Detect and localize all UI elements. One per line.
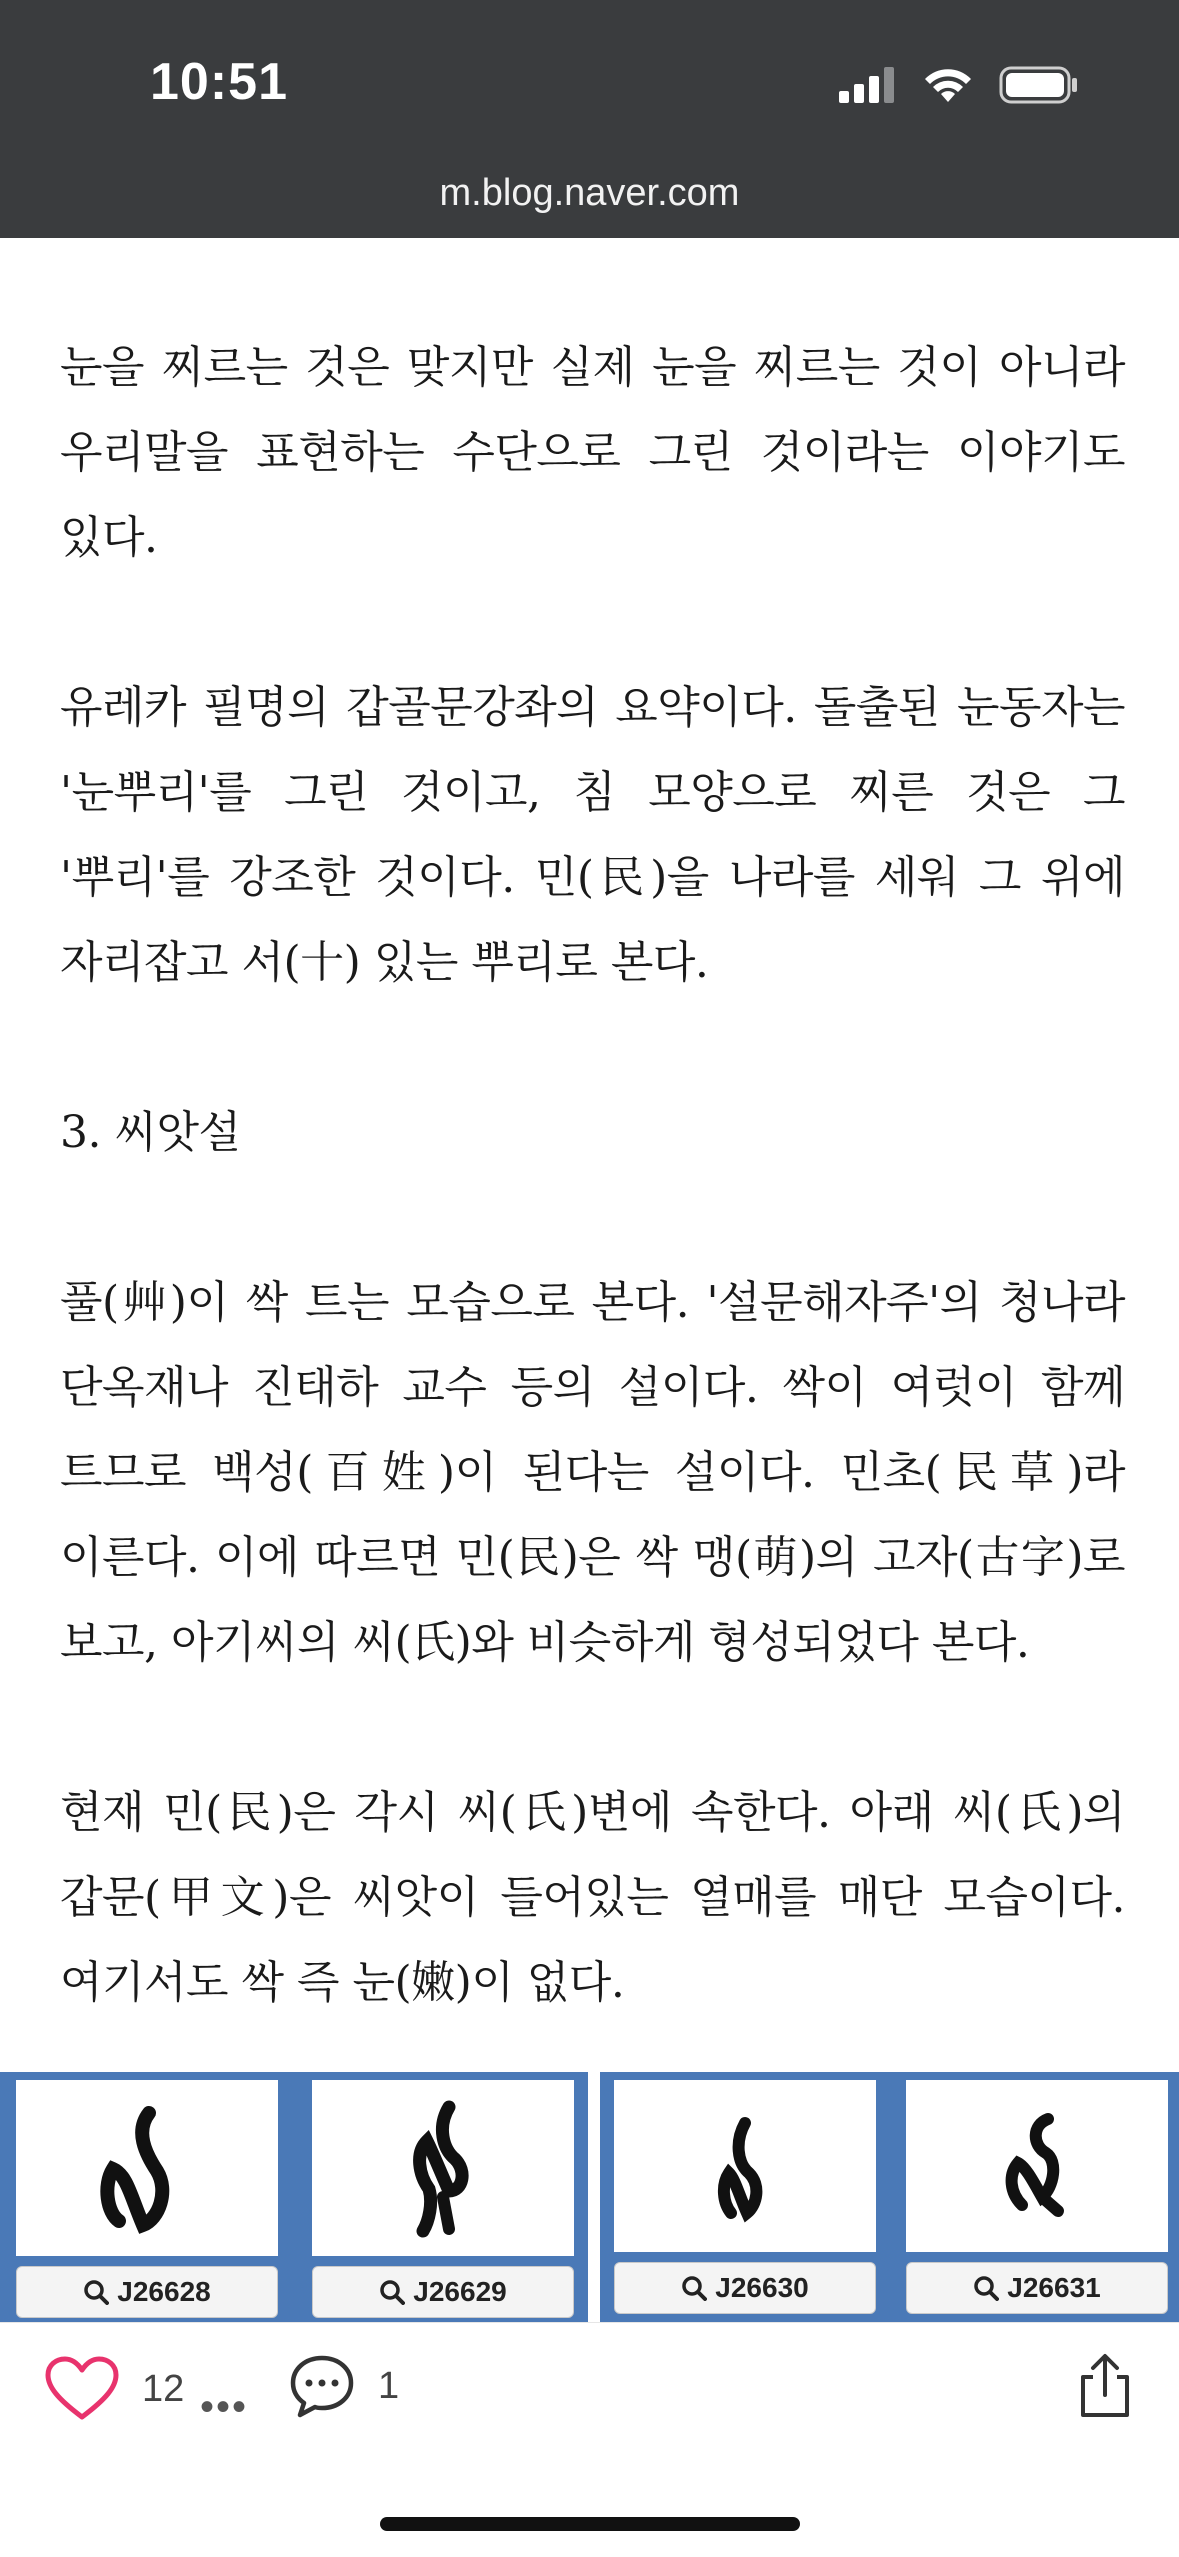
search-icon: [973, 2275, 999, 2301]
search-icon: [83, 2279, 109, 2305]
strip-divider: [588, 2072, 600, 2322]
url-bar[interactable]: m.blog.naver.com: [439, 172, 740, 214]
more-options-button[interactable]: •••: [200, 2385, 249, 2429]
battery-icon: [999, 65, 1079, 105]
oracle-glyph-image: [87, 2093, 207, 2243]
status-icons: [839, 60, 1079, 110]
glyph-caption-button[interactable]: [906, 2262, 1168, 2314]
glyph-caption: J26629: [413, 2276, 507, 2307]
browser-top-bar: [0, 0, 1179, 238]
glyph-caption: J26628: [117, 2276, 211, 2307]
glyph-image: [16, 2080, 278, 2256]
paragraph-2: 유레카 필명의 갑골문강좌의 요약이다. 돌출된 눈동자는 '눈뿌리'를 그린 것이고, 침 모양으로 찌른 것은 그 '뿌리'를 강조한 것이다. 민(民)을 나라를 세워 그 위에 자리잡고 서(十) 있는 뿌리로 본다.: [60, 682, 1125, 988]
oracle-bone-image-strip[interactable]: [0, 2072, 1179, 2322]
cellular-signal-icon: [839, 67, 897, 103]
like-button[interactable]: [44, 2355, 184, 2423]
heart-icon: [44, 2355, 120, 2423]
like-count: 12: [142, 2367, 185, 2410]
home-indicator[interactable]: [380, 2517, 800, 2531]
glyph-image: [312, 2080, 574, 2256]
comment-bubble-icon: [288, 2353, 356, 2419]
glyph-caption-button[interactable]: [312, 2266, 574, 2318]
search-icon: [379, 2279, 405, 2305]
share-button[interactable]: [1075, 2351, 1135, 2425]
article-body: [60, 325, 1125, 2025]
comment-button[interactable]: [288, 2353, 399, 2419]
glyph-caption: J26631: [1007, 2272, 1101, 2303]
paragraph-3: 풀(艸)이 싹 트는 모습으로 본다. '설문해자주'의 청나라 단옥재나 진태하 교수 등의 설이다. 싹이 여럿이 함께 트므로 백성(百姓)이 된다는 설이다. 민초(民草)라 이른다. 이에 따르면 민(民)은 싹 맹(萌)의 고자(古字)로 보고, 아기씨의 씨(氏)와 비슷하게 형성되었다 본다.: [60, 1277, 1125, 1668]
glyph-tile[interactable]: [16, 2080, 278, 2318]
oracle-glyph-image: [695, 2101, 795, 2231]
glyph-caption-button[interactable]: [614, 2262, 876, 2314]
glyph-image: [614, 2080, 876, 2252]
glyph-caption: J26630: [715, 2272, 809, 2303]
oracle-glyph-image: [982, 2101, 1092, 2231]
glyph-tile[interactable]: [906, 2080, 1168, 2314]
glyph-tile[interactable]: [614, 2080, 876, 2314]
paragraph-1: 눈을 찌르는 것은 맞지만 실제 눈을 찌르는 것이 아니라 우리말을 표현하는 수단으로 그린 것이라는 이야기도 있다.: [60, 342, 1125, 563]
glyph-caption-button[interactable]: [16, 2266, 278, 2318]
search-icon: [681, 2275, 707, 2301]
wifi-icon: [923, 66, 973, 104]
section-heading: 3. 씨앗설: [60, 1107, 241, 1158]
comment-count: 1: [378, 2364, 400, 2407]
oracle-glyph-image: [383, 2093, 503, 2243]
share-icon: [1075, 2351, 1135, 2421]
glyph-tile[interactable]: [312, 2080, 574, 2318]
paragraph-4: 현재 민(民)은 각시 씨(氏)변에 속한다. 아래 씨(氏)의 갑문(甲文)은 씨앗이 들어있는 열매를 매단 모습이다. 여기서도 싹 즉 눈(嫩)이 없다.: [60, 1787, 1125, 2008]
glyph-image: [906, 2080, 1168, 2252]
status-time: 10:51: [150, 53, 288, 111]
